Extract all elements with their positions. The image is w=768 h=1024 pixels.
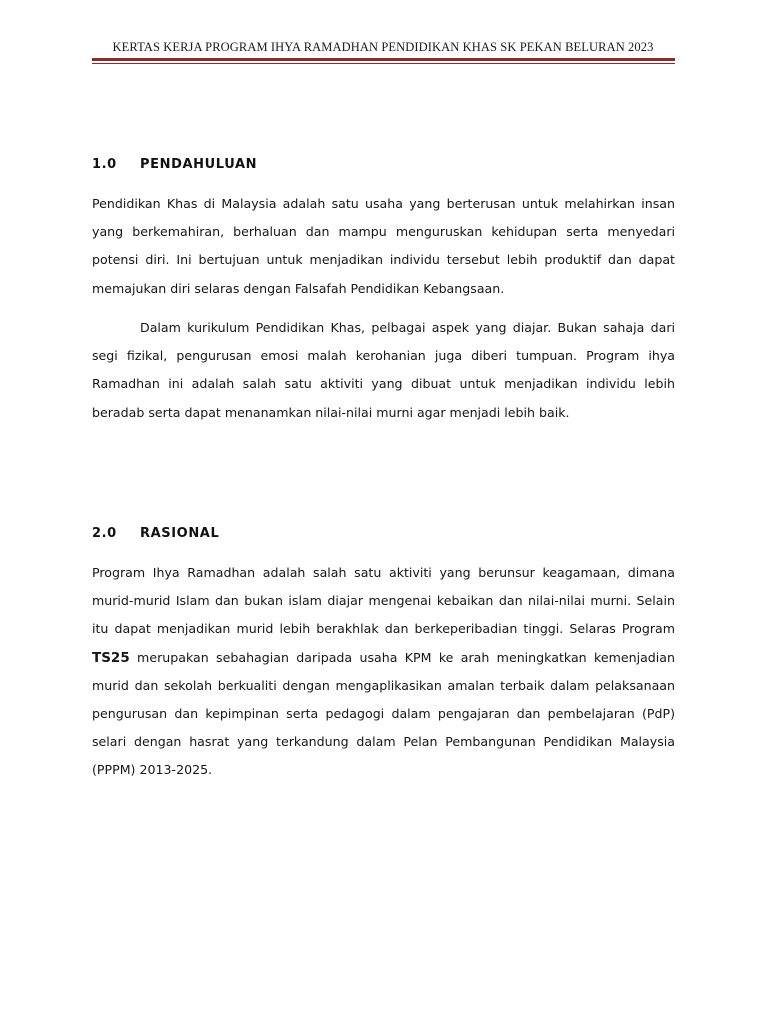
section-title: RASIONAL	[140, 525, 220, 541]
paragraph-text: Program Ihya Ramadhan adalah salah satu aktiviti yang berunsur keagamaan, dimana murid-murid Islam dan bukan islam diajar mengenai kebaikan dan nilai-nilai murni. Selain itu dapat menjadikan murid lebih berakhlak dan berkeperibadian tinggi. Selaras Program	[92, 565, 675, 637]
header-rule-thick	[92, 58, 675, 61]
ts25-label: TS25	[92, 649, 130, 666]
paragraph-pendahuluan-2: Dalam kurikulum Pendidikan Khas, pelbagai aspek yang diajar. Bukan sahaja dari segi fizikal, pengurusan emosi malah kerohanian juga diberi tumpuan. Program ihya Ramadhan ini adalah salah satu aktiviti yang dibuat untuk menjadikan individu lebih beradab serta dapat menanamkan nilai-nilai murni agar menjadi lebih baik.	[92, 320, 675, 420]
paragraph-rasional	[92, 559, 675, 785]
header-rule-thin	[92, 63, 675, 64]
section-number: 2.0	[92, 525, 117, 541]
section-number: 1.0	[92, 156, 117, 172]
section-title: PENDAHULUAN	[140, 156, 258, 172]
running-header: KERTAS KERJA PROGRAM IHYA RAMADHAN PENDIDIKAN KHAS SK PEKAN BELURAN 2023	[112, 40, 654, 54]
section-heading-pendahuluan	[92, 155, 675, 173]
paragraph-pendahuluan-1: Pendidikan Khas di Malaysia adalah satu usaha yang berterusan untuk melahirkan insan yang berkemahiran, berhaluan dan mampu menguruskan kehidupan serta menyedari potensi diri. Ini bertujuan untuk menjadikan individu tersebut lebih produktif dan dapat memajukan diri selaras dengan Falsafah Pendidikan Kebangsaan.	[92, 196, 675, 296]
paragraph-text: merupakan sebahagian daripada usaha KPM ke arah meningkatkan kemenjadian murid dan sekolah berkualiti dengan mengaplikasikan amalan terbaik dalam pelaksanaan pengurusan dan kepimpinan serta pedagogi dalam pengajaran dan pembelajaran (PdP) selari dengan hasrat yang terkandung dalam Pelan Pembangunan Pendidikan Malaysia (PPPM) 2013-2025.	[92, 649, 675, 778]
section-heading-rasional	[92, 524, 675, 542]
